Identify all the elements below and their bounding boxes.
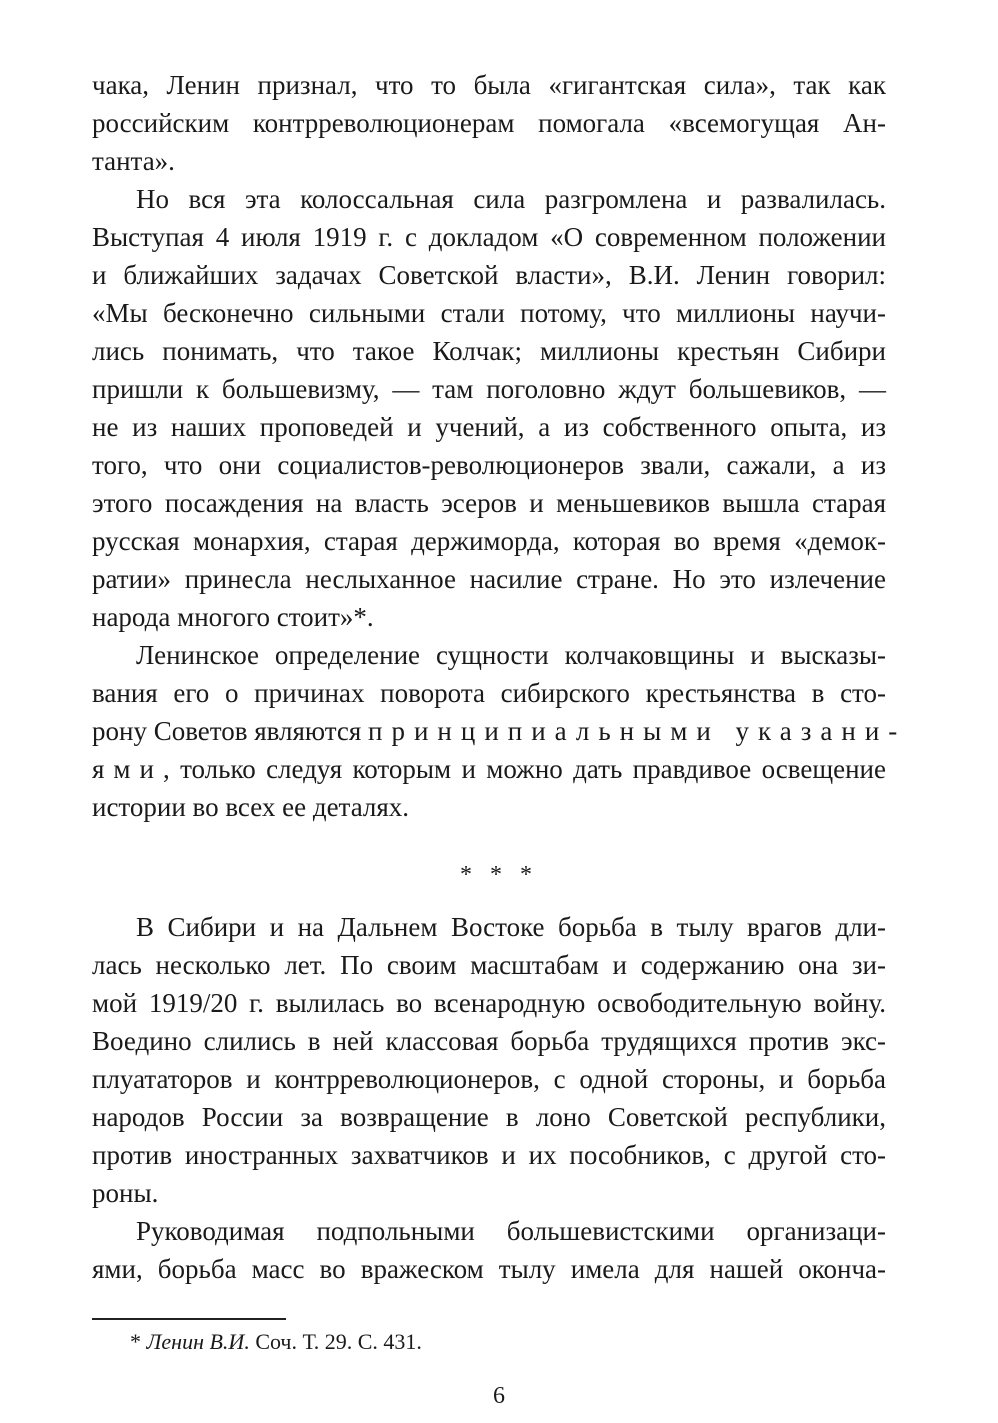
text-line: чака, Ленин признал, что то была «гигантская сила», так как [92,70,886,100]
text-line: и ближайших задачах Советской власти», В.И. Ленин говорил: [92,260,886,290]
text-segment: , только следуя которым и можно дать правдивое освещение [162,754,886,784]
text-line: Выступая 4 июля 1919 г. с докладом «О современном положении [92,222,886,252]
text-line: В Сибири и на Дальнем Востоке борьба в тылу врагов дли- [136,912,886,942]
text-line: ратии» принесла неслыханное насилие стране. Но это излечение [92,564,886,594]
text-line: ями, борьба масс во вражеском тылу имела для нашей оконча- [92,1254,886,1284]
text-line: лись понимать, что такое Колчак; миллионы крестьян Сибири [92,336,886,366]
text-line: вания его о причинах поворота сибирского крестьянства в сто- [92,678,886,708]
text-line: Воедино слились в ней классовая борьба трудящихся против экс- [92,1026,886,1056]
footnote-rule [92,1318,286,1320]
text-line [92,712,907,750]
footnote-reference: Соч. Т. 29. С. 431. [255,1329,422,1354]
text-line: танта». [92,146,175,176]
text-line: пришли к большевизму, — там поголовно ждут большевиков, — [92,374,886,404]
text-line: мой 1919/20 г. вылилась во всенародную освободительную войну. [92,988,886,1018]
text-line: народа многого стоит»*. [92,602,374,632]
footnote-author: Ленин В.И. [146,1329,250,1354]
text-line: Ленинское определение сущности колчаковщины и высказы- [136,640,886,670]
text-line: российским контрреволюционерам помогала «всемогущая Ан- [92,108,886,138]
text-line: против иностранных захватчиков и их пособников, с другой сто- [92,1140,886,1170]
emphasized-text: ями [92,754,163,784]
section-separator: * * * [460,862,538,888]
text-line: истории во всех ее деталях. [92,792,410,822]
text-line: русская монархия, старая держиморда, которая во время «демок- [92,526,886,556]
text-line: роны. [92,1178,159,1208]
text-line [92,750,886,788]
emphasized-text: принципиальными указани- [368,716,907,746]
text-line: Но вся эта колоссальная сила разгромлена и развалилась. [136,184,886,214]
text-segment: рону Советов являются [92,716,362,746]
footnote [130,1326,422,1358]
text-line: этого посаждения на власть эсеров и меньшевиков вышла старая [92,488,886,518]
footnote-marker: * [130,1329,141,1354]
text-line: народов России за возвращение в лоно Советской республики, [92,1102,886,1132]
page-number: 6 [493,1383,505,1409]
text-line: того, что они социалистов-революционеров звали, сажали, а из [92,450,886,480]
text-line: плуататоров и контрреволюционеров, с одной стороны, и борьба [92,1064,886,1094]
text-line: «Мы бесконечно сильными стали потому, что миллионы научи- [92,298,886,328]
text-line: не из наших проповедей и учений, а из собственного опыта, из [92,412,886,442]
text-line: Руководимая подпольными большевистскими организаци- [136,1216,886,1246]
text-line: лась несколько лет. По своим масштабам и содержанию она зи- [92,950,886,980]
